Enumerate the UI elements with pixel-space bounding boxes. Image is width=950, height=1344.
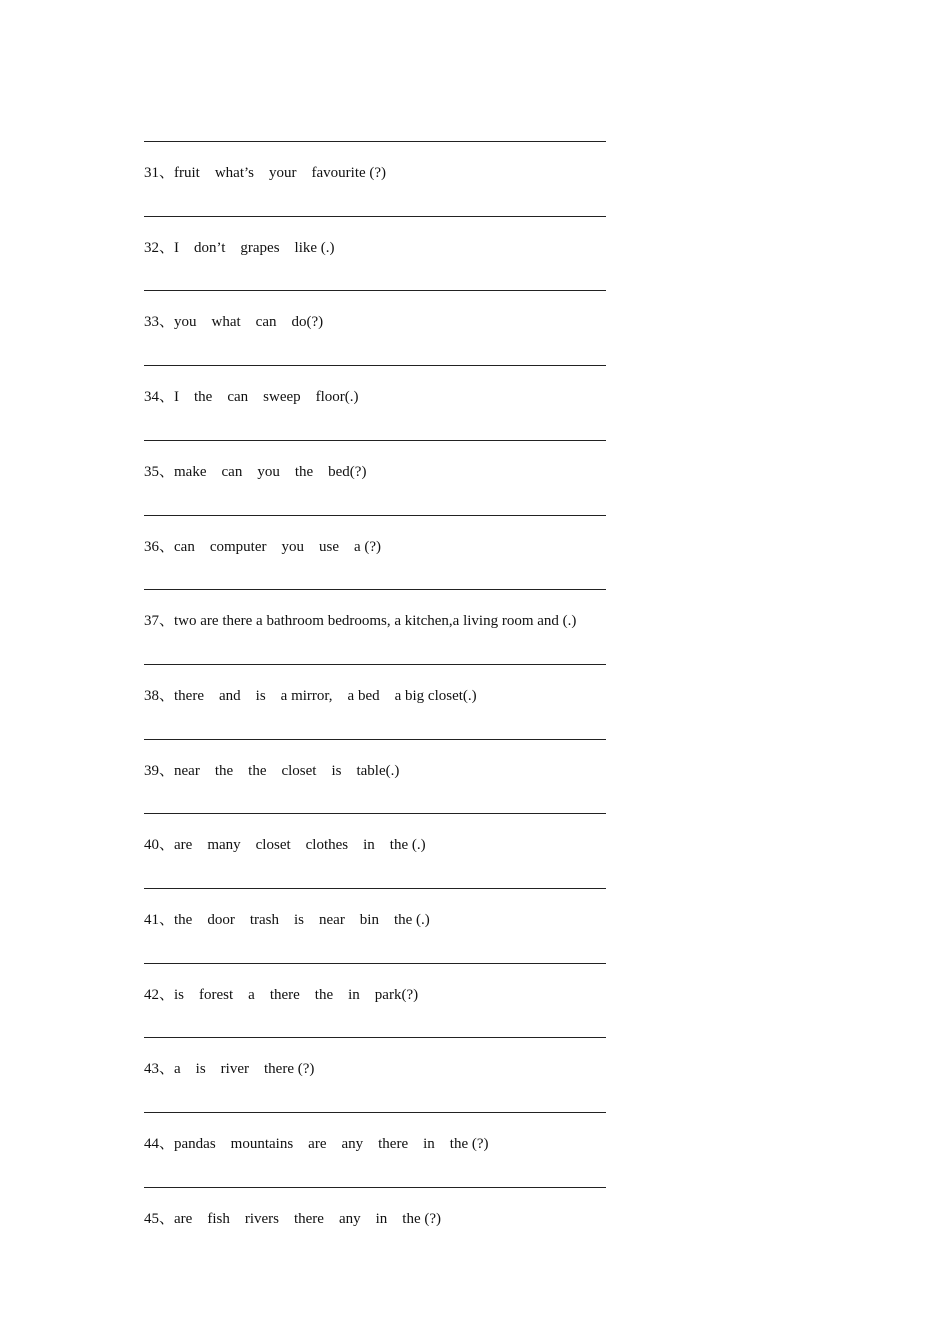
- question-item: [144, 387, 359, 407]
- question-number: 33、: [144, 314, 175, 330]
- question-item: [144, 1209, 441, 1229]
- answer-line[interactable]: [144, 664, 606, 665]
- question-item: [144, 537, 381, 557]
- question-text: I the can sweep floor(.): [174, 389, 359, 405]
- question-item: [144, 462, 366, 482]
- question-item: [144, 1059, 314, 1079]
- question-item: [144, 312, 323, 332]
- answer-line[interactable]: [144, 141, 606, 142]
- question-item: [144, 163, 386, 183]
- question-number: 40、: [144, 837, 175, 853]
- question-text: is forest a there the in park(?): [174, 987, 419, 1003]
- question-item: [144, 1134, 489, 1154]
- answer-line[interactable]: [144, 290, 606, 291]
- question-number: 45、: [144, 1211, 175, 1227]
- question-number: 38、: [144, 688, 175, 704]
- question-text: the door trash is near bin the (.): [174, 912, 430, 928]
- question-text: are fish rivers there any in the (?): [174, 1211, 442, 1227]
- question-text: are many closet clothes in the (.): [174, 837, 426, 853]
- question-text: near the the closet is table(.): [174, 763, 400, 779]
- answer-line[interactable]: [144, 365, 606, 366]
- question-number: 32、: [144, 240, 175, 256]
- question-number: 42、: [144, 987, 175, 1003]
- answer-line[interactable]: [144, 739, 606, 740]
- question-item: [144, 686, 477, 706]
- answer-line[interactable]: [144, 216, 606, 217]
- question-text: a is river there (?): [174, 1061, 315, 1077]
- question-number: 39、: [144, 763, 175, 779]
- question-text: can computer you use a (?): [174, 539, 382, 555]
- answer-line[interactable]: [144, 888, 606, 889]
- question-item: [144, 985, 418, 1005]
- question-text: you what can do(?): [174, 314, 324, 330]
- question-number: 34、: [144, 389, 175, 405]
- question-item: [144, 910, 430, 930]
- answer-line[interactable]: [144, 1112, 606, 1113]
- answer-line[interactable]: [144, 1187, 606, 1188]
- answer-line[interactable]: [144, 589, 606, 590]
- question-text: there and is a mirror, a bed a big closet(.): [174, 688, 477, 704]
- question-item: [144, 761, 399, 781]
- question-text: two are there a bathroom bedrooms, a kitchen,a living room and (.): [174, 613, 577, 629]
- answer-line[interactable]: [144, 1037, 606, 1038]
- question-text: fruit what’s your favourite (?): [174, 165, 387, 181]
- answer-line[interactable]: [144, 963, 606, 964]
- question-item: [144, 835, 426, 855]
- question-text: pandas mountains are any there in the (?): [174, 1136, 489, 1152]
- answer-line[interactable]: [144, 813, 606, 814]
- question-number: 37、: [144, 613, 175, 629]
- question-item: [144, 611, 576, 631]
- answer-line[interactable]: [144, 440, 606, 441]
- question-number: 44、: [144, 1136, 175, 1152]
- question-number: 41、: [144, 912, 175, 928]
- question-number: 43、: [144, 1061, 175, 1077]
- question-number: 35、: [144, 464, 175, 480]
- question-text: make can you the bed(?): [174, 464, 367, 480]
- question-number: 31、: [144, 165, 175, 181]
- question-item: [144, 238, 335, 258]
- question-number: 36、: [144, 539, 175, 555]
- answer-line[interactable]: [144, 515, 606, 516]
- question-text: I don’t grapes like (.): [174, 240, 335, 256]
